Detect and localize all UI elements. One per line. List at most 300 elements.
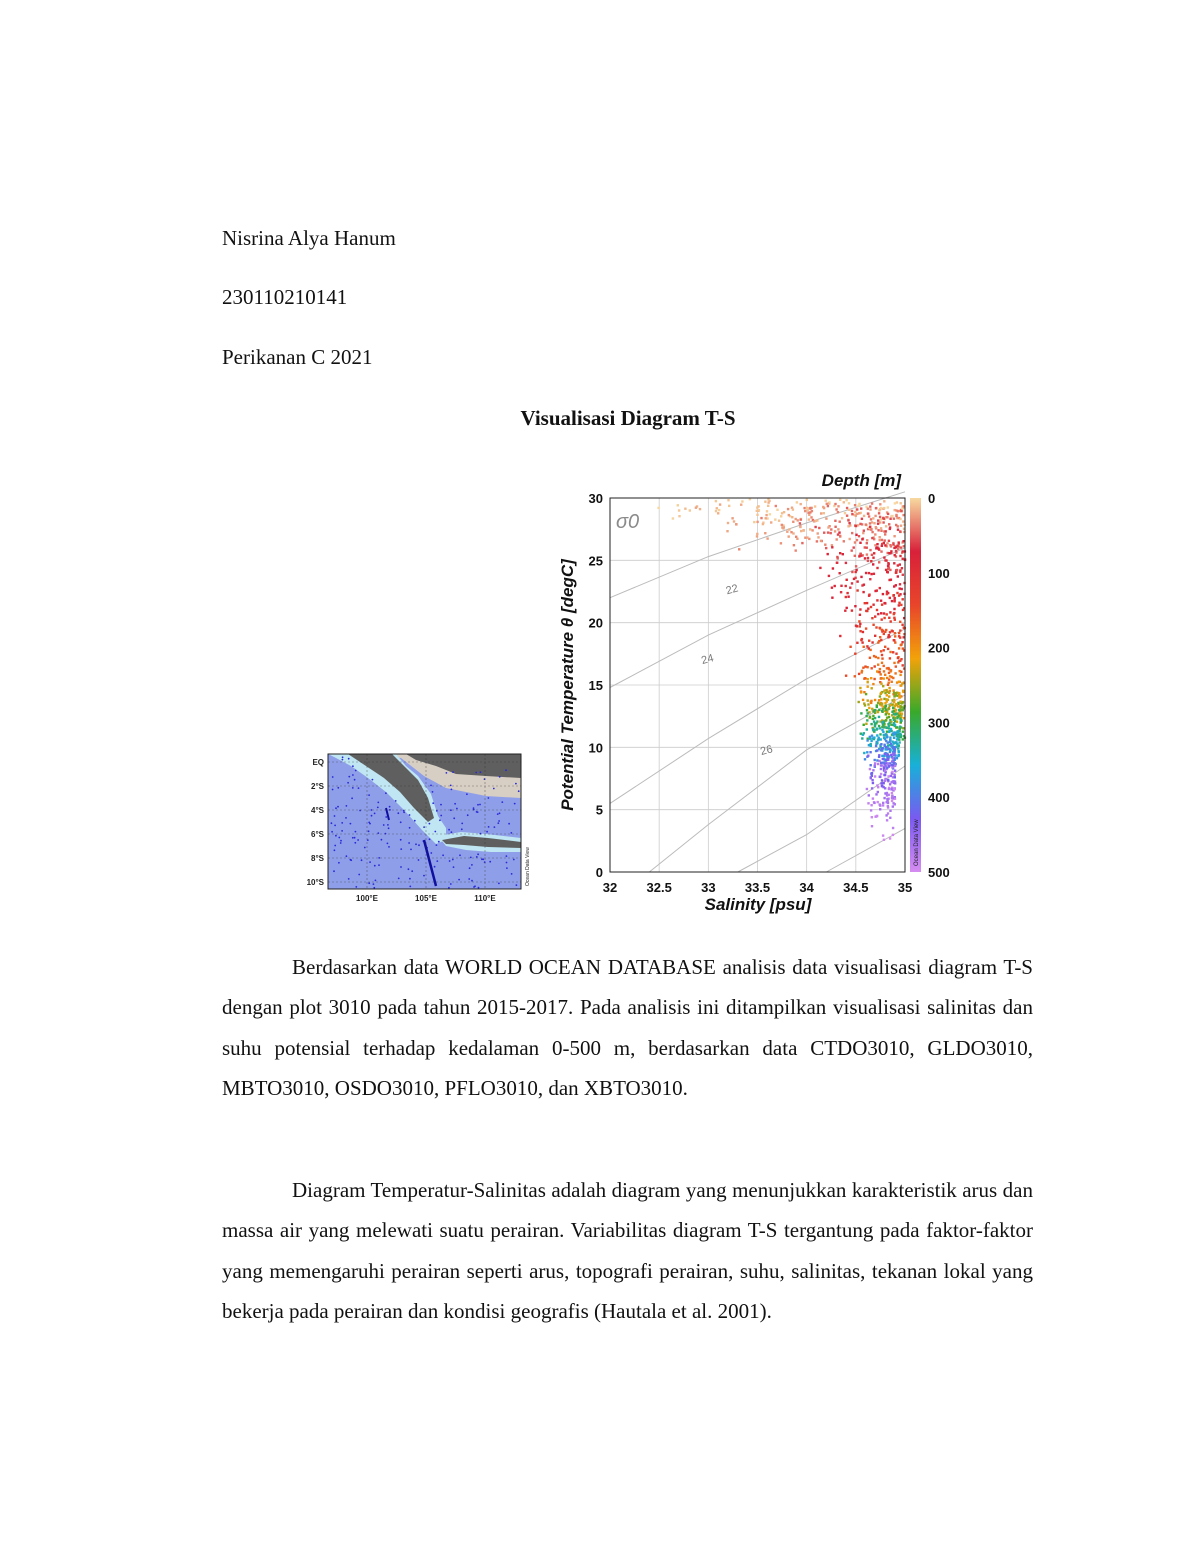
ts-data-point [871, 641, 873, 643]
ts-data-point [889, 704, 891, 706]
ts-data-point [885, 719, 887, 721]
ts-data-point [893, 600, 895, 602]
ts-data-point [870, 776, 872, 778]
ts-data-point [863, 752, 865, 754]
ts-data-point [884, 674, 886, 676]
ts-data-point [882, 834, 884, 836]
ts-data-point [868, 640, 870, 642]
ts-data-point [879, 703, 881, 705]
ts-data-point [894, 733, 896, 735]
ts-data-point [892, 651, 894, 653]
ts-data-point [902, 727, 904, 729]
map-station-point [352, 765, 354, 767]
ts-colorbar-title: Depth [m] [821, 471, 901, 490]
ts-data-point [880, 650, 882, 652]
ts-data-point [858, 555, 860, 557]
ts-data-point [862, 532, 864, 534]
ts-data-point [874, 717, 876, 719]
map-station-point [458, 879, 460, 881]
ts-data-point [820, 512, 822, 514]
ts-data-point [885, 746, 887, 748]
ts-data-point [892, 752, 894, 754]
map-station-point [400, 866, 402, 868]
ts-data-point [878, 716, 880, 718]
ts-data-point [892, 732, 894, 734]
ts-data-point [861, 538, 863, 540]
ts-data-point [900, 734, 902, 736]
ts-data-point [893, 713, 895, 715]
ts-data-point [865, 610, 867, 612]
ts-data-point [880, 507, 882, 509]
ts-data-point [893, 719, 895, 721]
ts-data-point [800, 530, 802, 532]
ts-data-point [836, 562, 838, 564]
ts-data-point [866, 539, 868, 541]
map-station-point [505, 769, 507, 771]
map-station-point [368, 794, 370, 796]
map-station-point [371, 815, 373, 817]
paragraph-2: Diagram Temperatur-Salinitas adalah diagram yang menunjukkan karakteristik arus dan massa air yang melewati suatu perairan. Variabilitas diagram T-S tergantung pada faktor-faktor yang memengaruhi perairan seperti arus, topografi perairan, suhu, salinitas, tekanan lokal yang bekerja pada perairan dan kondisi geografis (Hautala et al. 2001). [222, 1178, 1033, 1324]
ts-data-point [843, 540, 845, 542]
ts-data-point [888, 682, 890, 684]
map-station-point [434, 866, 436, 868]
ts-data-point [861, 641, 863, 643]
ts-data-point [891, 792, 893, 794]
ts-data-point [786, 531, 788, 533]
ts-data-point [893, 662, 895, 664]
ts-x-tick-label: 34 [799, 880, 814, 895]
ts-data-point [876, 728, 878, 730]
ts-data-point [894, 672, 896, 674]
ts-data-point [879, 804, 881, 806]
ts-data-point [788, 514, 790, 516]
ts-data-point [902, 690, 904, 692]
ts-data-point [900, 604, 902, 606]
ts-data-point [877, 791, 879, 793]
ts-data-point [808, 518, 810, 520]
ts-data-point [765, 517, 767, 519]
map-station-point [378, 864, 380, 866]
ts-data-point [849, 646, 851, 648]
ts-data-point [897, 529, 899, 531]
map-station-point [352, 837, 354, 839]
ts-data-point [876, 815, 878, 817]
map-station-point [395, 800, 397, 802]
ts-data-point [715, 510, 717, 512]
ts-data-point [887, 648, 889, 650]
ts-data-point [893, 562, 895, 564]
ts-data-point [894, 765, 896, 767]
map-lat-label: EQ [312, 758, 324, 767]
ts-data-point [881, 629, 883, 631]
ts-data-point [839, 499, 841, 501]
ts-data-point [899, 569, 901, 571]
ts-data-point [848, 522, 850, 524]
ts-data-point [870, 560, 872, 562]
ts-data-point [873, 709, 875, 711]
ts-data-point [778, 520, 780, 522]
ts-data-point [898, 709, 900, 711]
ts-density-contour [738, 766, 905, 872]
ts-data-point [885, 709, 887, 711]
ts-data-point [718, 509, 720, 511]
ts-colorbar-tick-label: 400 [928, 790, 950, 806]
author-name: Nisrina Alya Hanum [222, 226, 396, 250]
map-station-point [333, 870, 335, 872]
ts-data-point [889, 810, 891, 812]
ts-data-point [892, 543, 894, 545]
ts-data-point [879, 536, 881, 538]
ts-data-point [893, 742, 895, 744]
ts-data-point [888, 695, 890, 697]
map-station-point [434, 831, 436, 833]
map-station-point [493, 788, 495, 790]
ts-data-point [897, 730, 899, 732]
ts-data-point [870, 606, 872, 608]
ts-data-point [883, 633, 885, 635]
ts-data-point [896, 703, 898, 705]
ts-data-point [867, 557, 869, 559]
map-station-point [341, 830, 343, 832]
ts-data-point [841, 517, 843, 519]
ts-data-point [896, 738, 898, 740]
map-station-point [453, 866, 455, 868]
ts-data-point [859, 623, 861, 625]
map-station-point [378, 857, 380, 859]
ts-data-point [871, 825, 873, 827]
ts-data-point [840, 591, 842, 593]
ts-data-point [898, 739, 900, 741]
ts-data-point [896, 569, 898, 571]
ts-data-point [867, 678, 869, 680]
map-station-point [461, 828, 463, 830]
ts-data-point [897, 745, 899, 747]
ts-data-point [856, 642, 858, 644]
ts-data-point [866, 666, 868, 668]
ts-data-point [893, 695, 895, 697]
ts-data-point [886, 593, 888, 595]
ts-data-point [856, 625, 858, 627]
ts-colorbar-tick-label: 0 [928, 491, 936, 506]
ts-data-point [902, 514, 904, 516]
map-station-point [415, 843, 417, 845]
ts-data-point [886, 694, 888, 696]
ts-data-point [874, 699, 876, 701]
ts-data-point [856, 580, 858, 582]
ts-data-point [851, 513, 853, 515]
map-station-point [438, 841, 440, 843]
ts-data-point [765, 514, 767, 516]
ts-data-point [866, 645, 868, 647]
ts-data-point [866, 788, 868, 790]
ts-data-point [880, 527, 882, 529]
ts-data-point [894, 597, 896, 599]
ts-y-tick-label: 5 [595, 802, 603, 818]
map-station-point [451, 789, 453, 791]
ts-x-tick-label: 32.5 [646, 880, 672, 895]
ts-data-point [796, 501, 798, 503]
ts-data-point [865, 627, 867, 629]
ts-data-point [815, 520, 817, 522]
map-station-point [479, 804, 481, 806]
ts-contour-labels [700, 582, 774, 758]
ts-data-point [891, 771, 893, 773]
map-station-point [477, 804, 479, 806]
ts-data-point [762, 523, 764, 525]
ts-data-point [902, 664, 904, 666]
ts-data-point [836, 538, 838, 540]
ts-data-point [883, 737, 885, 739]
ts-data-point [891, 600, 893, 602]
map-station-point [354, 842, 356, 844]
ts-data-point [883, 782, 885, 784]
ts-data-point [871, 816, 873, 818]
ts-x-ticks [603, 880, 912, 895]
ts-data-point [825, 547, 827, 549]
map-station-point [481, 858, 483, 860]
ts-data-point [787, 508, 789, 510]
ts-data-point [868, 572, 870, 574]
map-station-point [453, 817, 455, 819]
ts-data-point [890, 620, 892, 622]
ts-data-point [899, 636, 901, 638]
map-station-point [357, 839, 359, 841]
map-station-point [516, 884, 518, 886]
ts-data-point [877, 657, 879, 659]
ts-data-point [876, 784, 878, 786]
ts-data-point [880, 683, 882, 685]
map-station-point [342, 759, 344, 761]
ts-data-point [892, 827, 894, 829]
ts-data-point [756, 521, 758, 523]
ts-data-point [889, 528, 891, 530]
ts-data-point [872, 604, 874, 606]
ts-data-point [885, 525, 887, 527]
ts-data-point [872, 715, 874, 717]
ts-data-point [898, 741, 900, 743]
ts-data-point [896, 726, 898, 728]
map-station-point [400, 848, 402, 850]
map-station-point [341, 822, 343, 824]
map-station-point [351, 797, 353, 799]
ts-data-point [883, 665, 885, 667]
ts-data-point [883, 689, 885, 691]
ts-y-tick-label: 10 [588, 740, 603, 756]
ts-data-point [893, 737, 895, 739]
ts-data-point [902, 738, 904, 740]
ts-x-tick-label: 33 [701, 880, 716, 895]
ts-data-point [884, 559, 886, 561]
ts-data-point [839, 521, 841, 523]
ts-data-point [827, 531, 829, 533]
ts-data-point [870, 723, 872, 725]
ts-x-tick-label: 35 [897, 880, 913, 895]
ts-data-point [893, 547, 895, 549]
ts-data-point [861, 670, 863, 672]
ts-data-point [760, 517, 762, 519]
ts-data-point [882, 521, 884, 523]
ts-data-point [890, 743, 892, 745]
ts-data-point [844, 512, 846, 514]
ts-data-point [678, 515, 680, 517]
ts-data-point [885, 814, 887, 816]
ts-data-point [900, 719, 902, 721]
ts-data-point [887, 762, 889, 764]
map-station-point [518, 790, 520, 792]
ts-data-point [888, 634, 890, 636]
ts-data-point [877, 529, 879, 531]
ts-data-point [874, 665, 876, 667]
map-station-point [361, 859, 363, 861]
ts-data-point [871, 772, 873, 774]
ts-data-point [672, 517, 674, 519]
ts-data-point [886, 819, 888, 821]
ts-data-point [854, 675, 856, 677]
map-station-point [499, 776, 501, 778]
ts-data-point [834, 585, 836, 587]
ts-data-point [881, 657, 883, 659]
map-station-point [510, 832, 512, 834]
ts-data-point [756, 514, 758, 516]
ts-contour-label: 22 [724, 582, 740, 598]
ts-data-point [864, 602, 866, 604]
ts-data-point [809, 528, 811, 530]
ts-data-point [869, 508, 871, 510]
map-station-point [375, 880, 377, 882]
ts-data-point [859, 687, 861, 689]
ts-data-point [879, 808, 881, 810]
ts-data-point [880, 692, 882, 694]
ts-data-point [827, 505, 829, 507]
ts-data-point [699, 508, 701, 510]
ts-data-point [849, 587, 851, 589]
ts-data-point [868, 794, 870, 796]
map-station-point [348, 776, 350, 778]
ts-data-point [895, 550, 897, 552]
ts-data-point [883, 612, 885, 614]
ts-data-point [895, 665, 897, 667]
ts-x-tick-label: 32 [602, 880, 618, 895]
ts-data-point [824, 544, 826, 546]
ts-y-tick-label: 0 [595, 865, 603, 880]
ts-data-point [894, 774, 896, 776]
ts-colorbar [910, 498, 921, 872]
ts-data-point [892, 834, 894, 836]
ts-data-point [871, 531, 873, 533]
ts-data-point [845, 675, 847, 677]
ts-data-point [859, 614, 861, 616]
ts-data-point [845, 596, 847, 598]
ts-data-point [796, 538, 798, 540]
ts-data-point [695, 507, 697, 509]
ts-data-point [726, 530, 728, 532]
ts-data-point [860, 507, 862, 509]
ts-data-point [871, 617, 873, 619]
map-station-point [409, 886, 411, 888]
ts-data-point [900, 502, 902, 504]
ts-data-point [847, 596, 849, 598]
ts-data-point [902, 540, 904, 542]
map-station-point [388, 846, 390, 848]
ts-data-point [901, 567, 903, 569]
student-id: 230110210141 [222, 285, 348, 309]
ts-contour-label: 24 [700, 652, 716, 668]
ts-data-point [887, 684, 889, 686]
ts-data-point [795, 518, 797, 520]
ts-data-point [886, 571, 888, 573]
ts-data-point [898, 602, 900, 604]
ts-data-point [875, 793, 877, 795]
ts-data-point [876, 546, 878, 548]
map-station-point [468, 878, 470, 880]
ts-data-point [865, 723, 867, 725]
ts-data-point [866, 739, 868, 741]
ts-data-point [888, 765, 890, 767]
ts-data-point [849, 538, 851, 540]
ts-data-point [899, 670, 901, 672]
ts-data-point [902, 558, 904, 560]
map-station-point [364, 847, 366, 849]
ts-data-point [802, 529, 804, 531]
map-station-point [374, 813, 376, 815]
ts-y-axis-label: Potential Temperature θ [degC] [558, 559, 577, 811]
ts-data-point [864, 665, 866, 667]
map-station-point [451, 831, 453, 833]
map-station-point [377, 807, 379, 809]
ts-data-point [866, 751, 868, 753]
map-station-point [440, 815, 442, 817]
ts-data-point [900, 643, 902, 645]
ts-y-tick-label: 20 [588, 615, 603, 631]
ts-scatter-points [657, 498, 906, 841]
map-station-point [373, 887, 375, 889]
ts-data-point [872, 557, 874, 559]
ts-data-point [891, 797, 893, 799]
ts-data-point [873, 678, 875, 680]
ts-data-point [878, 512, 880, 514]
ts-data-point [834, 520, 836, 522]
map-station-point [350, 859, 352, 861]
ts-data-point [867, 755, 869, 757]
map-station-point [477, 811, 479, 813]
ts-data-point [888, 788, 890, 790]
map-station-point [470, 857, 472, 859]
ts-data-point [848, 502, 850, 504]
ts-data-point [868, 647, 870, 649]
ts-data-point [880, 550, 882, 552]
ts-data-point [897, 575, 899, 577]
ts-data-point [882, 723, 884, 725]
ts-data-point [883, 797, 885, 799]
ts-data-point [872, 683, 874, 685]
map-station-point [489, 861, 491, 863]
ts-data-point [888, 722, 890, 724]
map-station-point [345, 817, 347, 819]
ts-data-point [888, 713, 890, 715]
ts-data-point [823, 532, 825, 534]
ts-data-point [876, 742, 878, 744]
ts-data-point [866, 719, 868, 721]
ts-data-point [872, 624, 874, 626]
map-station-point [486, 831, 488, 833]
ts-data-point [780, 515, 782, 517]
ts-data-point [853, 578, 855, 580]
ts-data-point [818, 527, 820, 529]
ts-data-point [874, 775, 876, 777]
ts-data-point [874, 533, 876, 535]
ts-data-point [844, 610, 846, 612]
ts-data-point [890, 545, 892, 547]
